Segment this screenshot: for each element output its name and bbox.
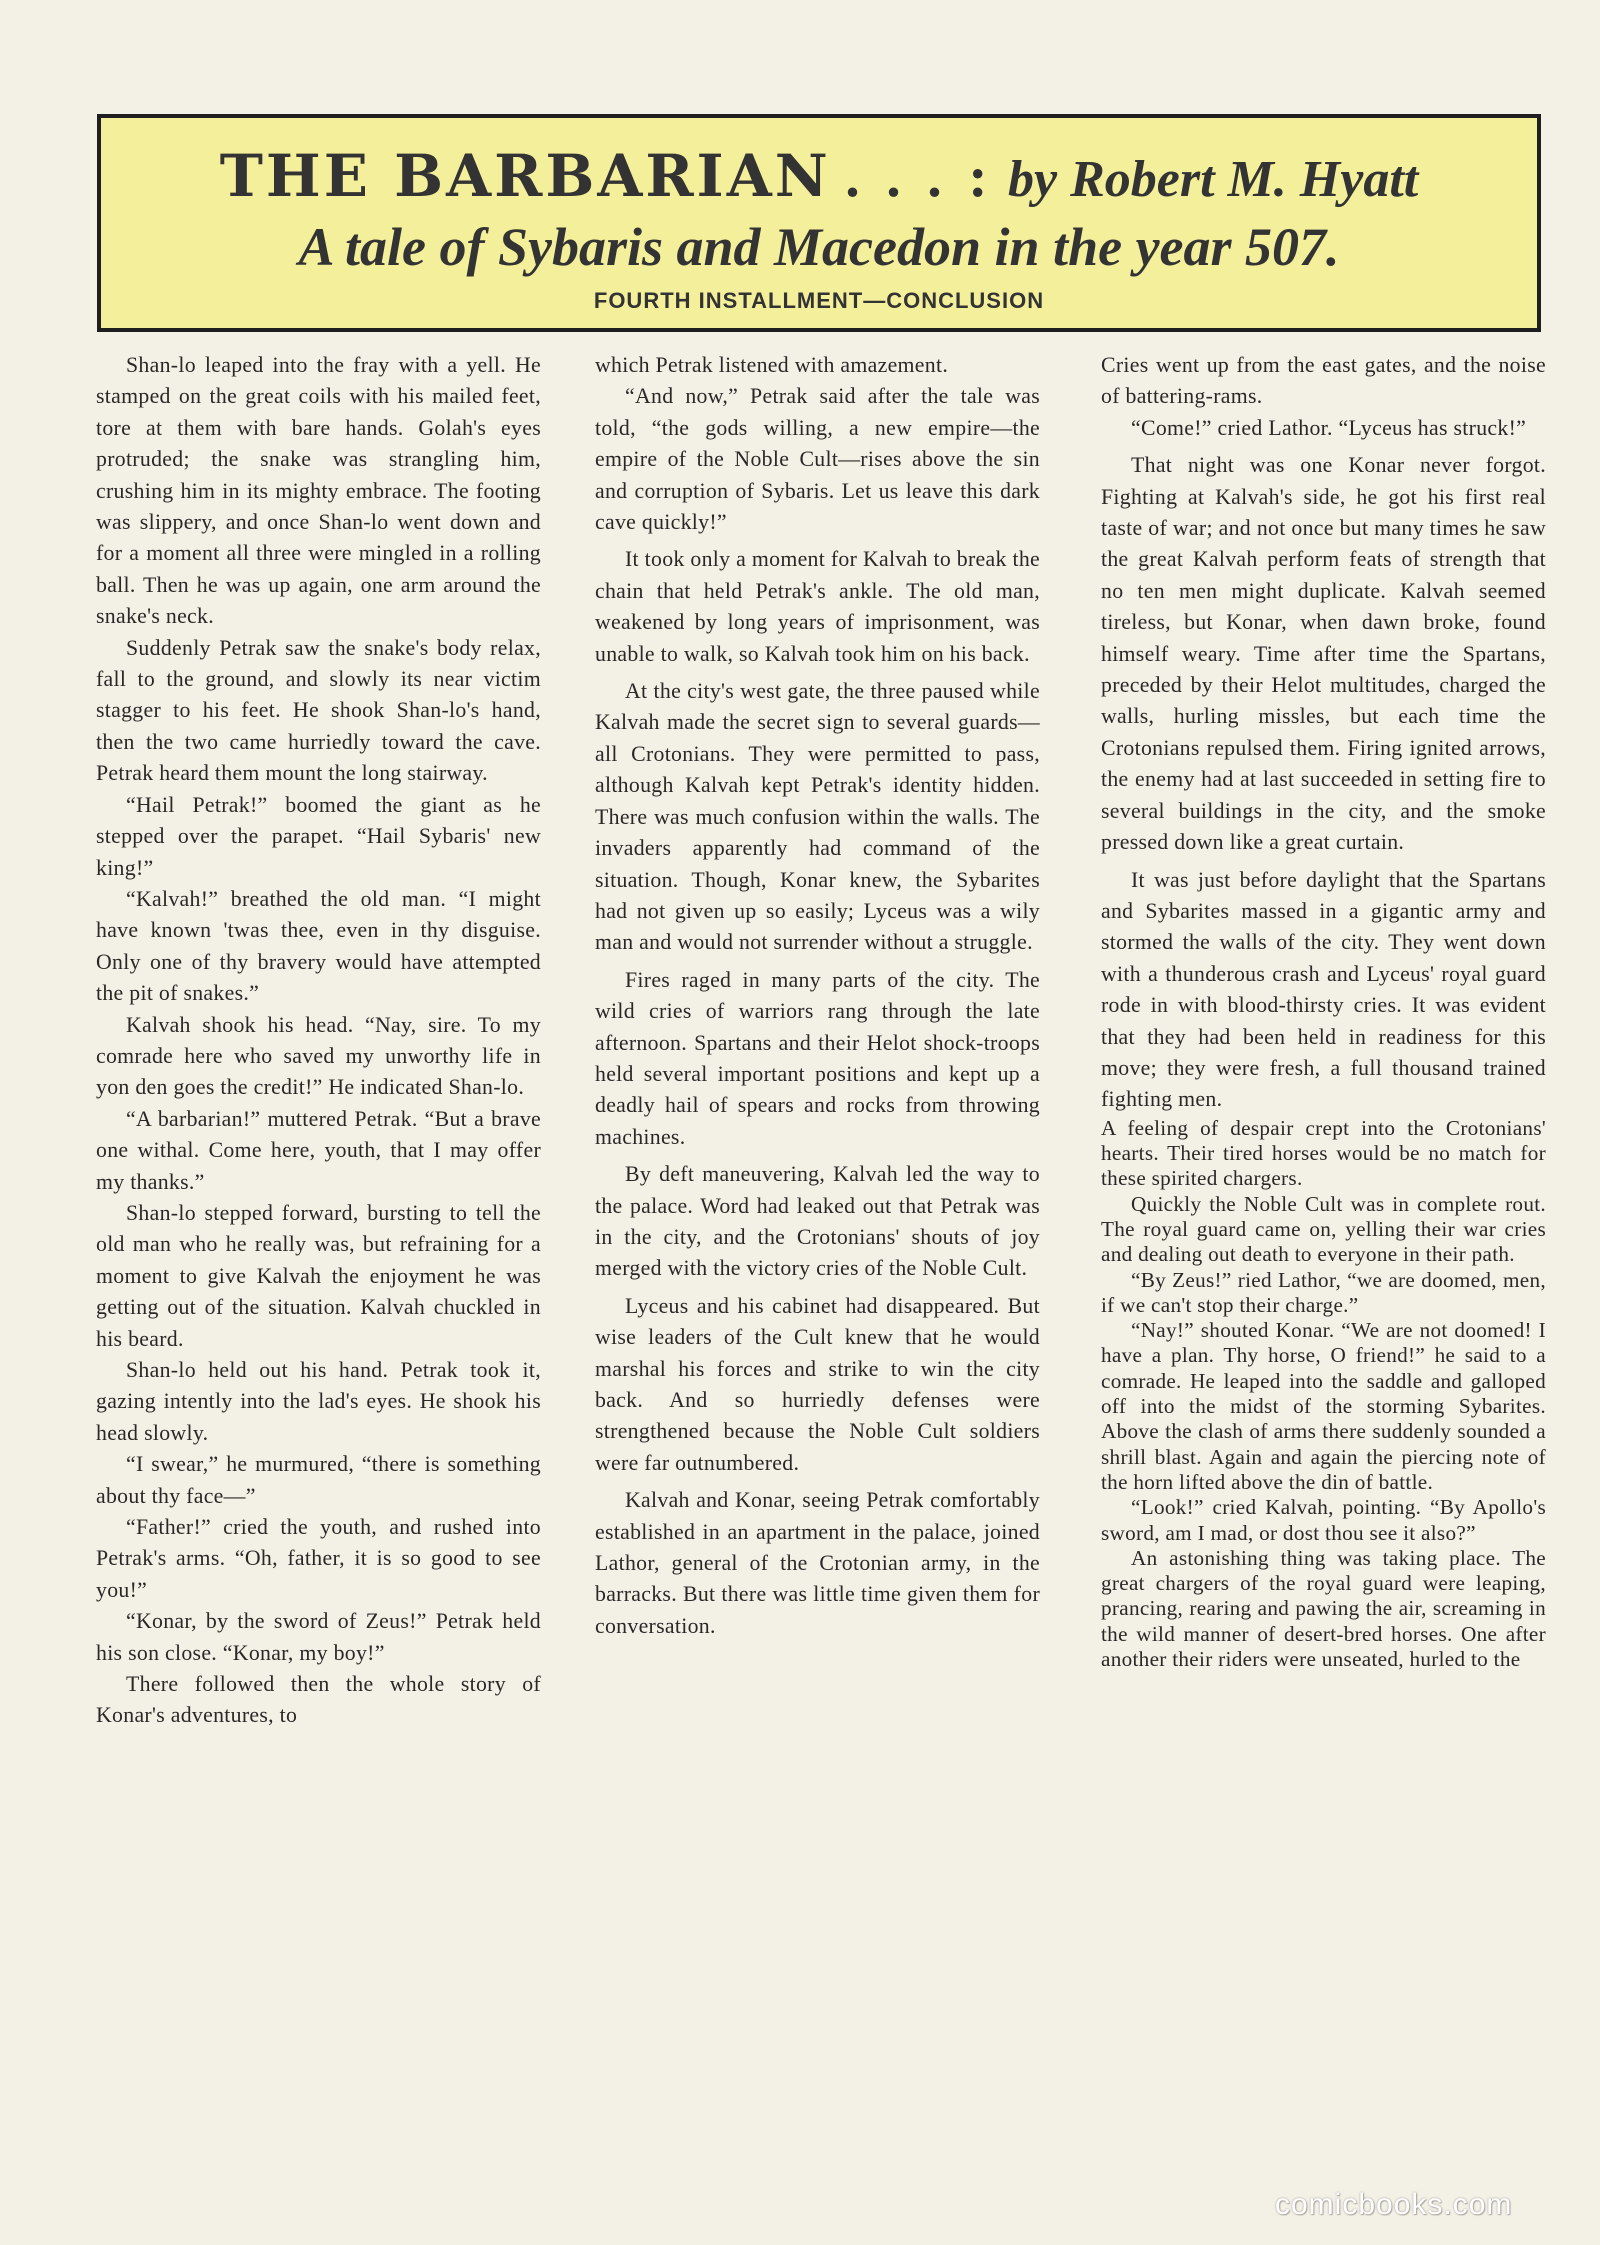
text-column-1 (96, 350, 541, 2120)
paragraph: “Father!” cried the youth, and rushed into Petrak's arms. “Oh, father, it is so good to see you!” (96, 1515, 541, 1602)
title-line (101, 140, 1537, 212)
paragraph: “Konar, by the sword of Zeus!” Petrak held his son close. “Konar, my boy!” (96, 1609, 541, 1665)
author-byline: by Robert M. Hyatt (1008, 151, 1419, 208)
paragraph: “By Zeus!” ried Lathor, “we are doomed, men, if we can't stop their charge.” (1101, 1267, 1546, 1317)
paragraph: Kalvah shook his head. “Nay, sire. To my comrade here who saved my unworthy life in yon den goes the credit!” He indicated Shan-lo. (96, 1012, 541, 1100)
paragraph: An astonishing thing was taking place. The great chargers of the royal guard were leaping, prancing, rearing and pawing the air, screaming in the wild manner of desert-bred horses. One after another their riders were unseated, hurled to the (1101, 1545, 1546, 1671)
paragraph: “Come!” cried Lathor. “Lyceus has struck!” (1131, 415, 1527, 440)
text-column-2 (595, 350, 1040, 2120)
paragraph: Lyceus and his cabinet had disappeared. But wise leaders of the Cult knew that he would marshal his forces and strike to win the city back. And so hurriedly defenses were strengthened because the Noble Cult soldiers were far outnumbered. (595, 1293, 1040, 1475)
text-column-3 (1101, 350, 1546, 2120)
paragraph: “A barbarian!” muttered Petrak. “But a brave one withal. Come here, youth, that I may offer my thanks.” (96, 1106, 541, 1194)
paragraph: A feeling of despair crept into the Crotonians' hearts. Their tired horses would be no match for these spirited chargers. (1101, 1115, 1546, 1191)
story-subtitle: A tale of Sybaris and Macedon in the year 507. (298, 217, 1340, 277)
paragraph: “Nay!” shouted Konar. “We are not doomed! I have a plan. Thy horse, O friend!” he said to a comrade. He leaped into the saddle and galloped off into the midst of the storming Sybarites. Above the clash of arms there suddenly sounded a shrill blast. Again and again the piercing note of the horn lifted above the din of battle. (1101, 1318, 1546, 1494)
paragraph: “Look!” cried Kalvah, pointing. “By Apollo's sword, am I mad, or dost thou see it also?” (1101, 1495, 1546, 1545)
title-banner (97, 114, 1541, 332)
paragraph: There followed then the whole story of Konar's adventures, to (96, 1672, 541, 1728)
paragraph: Cries went up from the east gates, and the noise of battering-rams. (1101, 353, 1546, 409)
paragraph: Kalvah and Konar, seeing Petrak comfortably established in an apartment in the palace, joined Lathor, general of the Crotonian army, in the barracks. But there was little time given them for conversation. (595, 1488, 1040, 1638)
paragraph: Shan-lo stepped forward, bursting to tell the old man who he really was, but refraining for a moment to give Kalvah the enjoyment he was getting out of the situation. Kalvah chuckled in his beard. (96, 1200, 541, 1351)
paragraph: Shan-lo leaped into the fray with a yell. He stamped on the great coils with his mailed feet, tore at them with bare hands. Golah's eyes protruded; the snake was strangling him, crushing him in its mighty embrace. The footing was slippery, and once Shan-lo went down and for a moment all three were mingled in a rolling ball. Then he was up again, one arm around the snake's neck. (96, 353, 541, 629)
paragraph: At the city's west gate, the three paused while Kalvah made the secret sign to several guards—all Crotonians. They were permitted to pass, although Kalvah kept Petrak's identity hidden. There was much confusion within the walls. The invaders apparently had command of the situation. Though, Konar knew, the Sybarites had not given up so easily; Lyceus was a wily man and would not surrender without a struggle. (595, 679, 1040, 955)
title-dots: . . . : (845, 144, 994, 209)
paragraph: That night was one Konar never forgot. Fighting at Kalvah's side, he got his first real taste of war; and not once but many times he saw the great Kalvah perform feats of strength that no ten men might duplicate. Kalvah seemed tireless, but Konar, when dawn broke, found himself weary. Time after time the Spartans, preceded by their Helot multitudes, charged the walls, hurling missles, but each time the Crotonians repulsed them. Firing ignited arrows, the enemy had at last succeeded in setting fire to several buildings in the city, and the smoke pressed down like a great curtain. (1101, 453, 1546, 855)
paragraph: Fires raged in many parts of the city. The wild cries of warriors rang through the late afternoon. Spartans and their Helot shock-troops held several important positions and kept up a deadly hail of spears and rocks from throwing machines. (595, 967, 1040, 1149)
paragraph: Quickly the Noble Cult was in complete rout. The royal guard came on, yelling their war cries and dealing out death to everyone in their path. (1101, 1191, 1546, 1267)
installment-label: FOURTH INSTALLMENT—CONCLUSION (593, 288, 1045, 313)
paragraph: Shan-lo held out his hand. Petrak took it, gazing intently into the lad's eyes. He shook his head slowly. (96, 1358, 541, 1445)
paragraph: By deft maneuvering, Kalvah led the way to the palace. Word had leaked out that Petrak was in the city, and the Crotonians' shouts of joy merged with the victory cries of the Noble Cult. (595, 1162, 1040, 1281)
paragraph: “Hail Petrak!” boomed the giant as he stepped over the parapet. “Hail Sybaris' new king!” (96, 792, 541, 880)
paragraph: It was just before daylight that the Spartans and Sybarites massed in a gigantic army and stormed the walls of the city. They went down with a thunderous crash and Lyceus' royal guard rode in with blood-thirsty cries. It was evident that they had been held in readiness for this move; they were fresh, a full thousand trained fighting men. (1101, 867, 1546, 1112)
paragraph: “And now,” Petrak said after the tale was told, “the gods willing, a new empire—the empire of the Noble Cult—rises above the sin and corruption of Sybaris. Let us leave this dark cave quickly!” (595, 384, 1040, 535)
paragraph: “I swear,” he murmured, “there is something about thy face—” (96, 1452, 541, 1508)
paragraph: which Petrak listened with amazement. (595, 353, 949, 377)
site-watermark: comicbooks.com (1275, 2188, 1513, 2221)
paragraph: It took only a moment for Kalvah to break the chain that held Petrak's ankle. The old man, weakened by long years of imprisonment, was unable to walk, so Kalvah took him on his back. (595, 547, 1040, 666)
story-title: THE BARBARIAN (219, 142, 831, 210)
paragraph: “Kalvah!” breathed the old man. “I might have known 'twas thee, even in thy disguise. Only one of thy bravery would have attempted the pit of snakes.” (96, 886, 541, 1006)
compressed-text-block (1101, 1116, 1546, 1673)
paragraph: Suddenly Petrak saw the snake's body relax, fall to the ground, and slowly its near victim stagger to his feet. He shook Shan-lo's hand, then the two came hurriedly toward the cave. Petrak heard them mount the long stairway. (96, 635, 541, 786)
